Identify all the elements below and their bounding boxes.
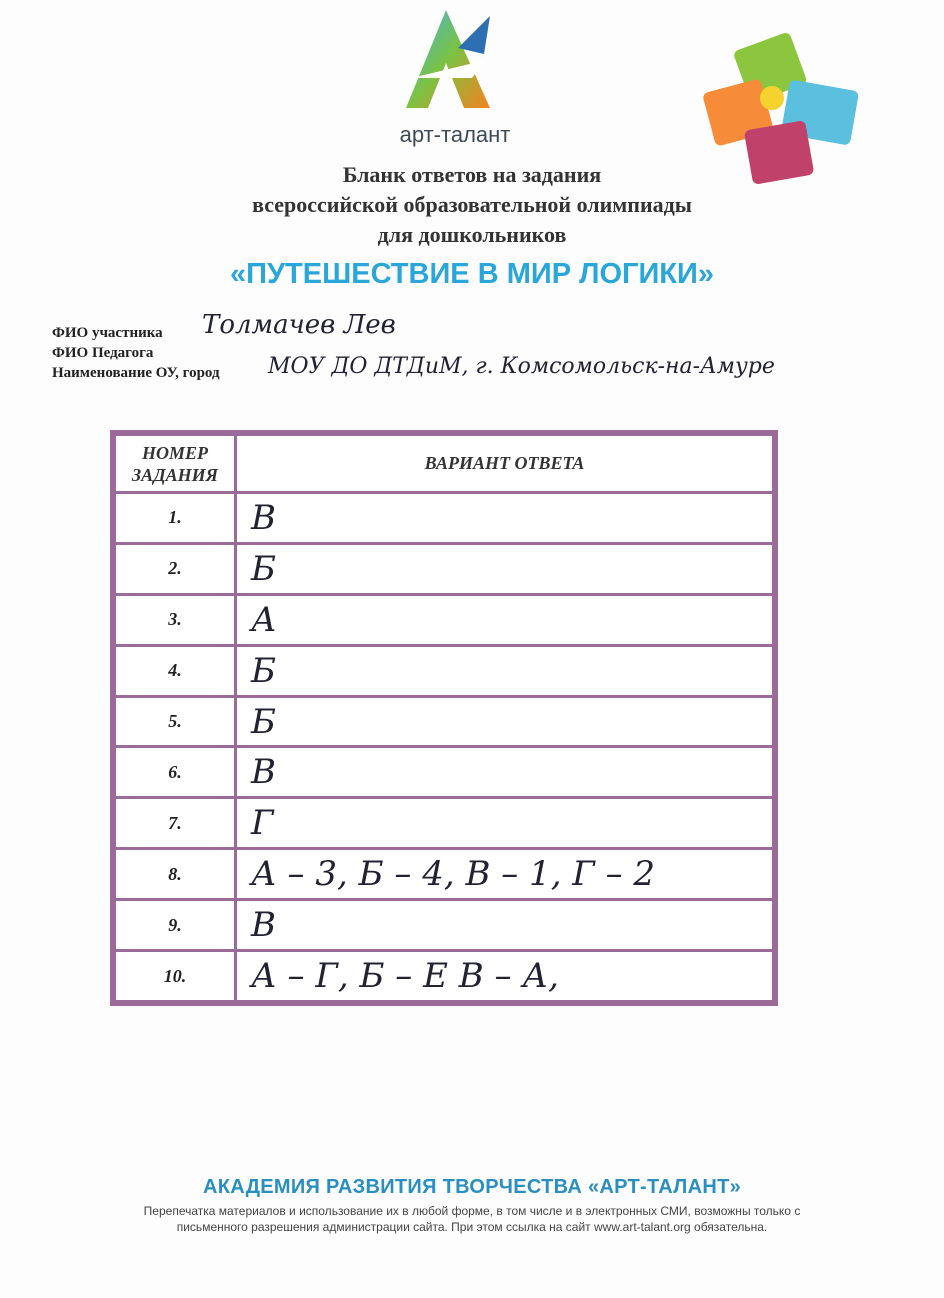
logo-text: арт-талант bbox=[399, 122, 511, 147]
teacher-label: ФИО Педагога bbox=[52, 345, 154, 361]
task-number: 9. bbox=[115, 900, 236, 951]
task-answer: В bbox=[236, 747, 774, 798]
column-header-answer: ВАРИАНТ ОТВЕТА bbox=[236, 435, 774, 493]
participant-field bbox=[52, 310, 912, 344]
task-number: 8. bbox=[115, 849, 236, 900]
task-number: 7. bbox=[115, 798, 236, 849]
footer-note-line-1: Перепечатка материалов и использование их в любой форме, в том числе и в электронных СМИ, возможны только с bbox=[143, 1204, 801, 1218]
task-answer: Б bbox=[236, 645, 774, 696]
task-answer: А – 3, Б – 4, В – 1, Г – 2 bbox=[236, 849, 774, 900]
title-line-3: для дошкольников bbox=[377, 222, 567, 247]
answers-table bbox=[110, 430, 778, 1006]
table-row bbox=[115, 594, 774, 645]
task-number: 1. bbox=[115, 493, 236, 544]
task-answer: Г bbox=[236, 798, 774, 849]
participant-label: ФИО участника bbox=[52, 325, 163, 341]
table-row bbox=[115, 900, 774, 951]
table-row bbox=[115, 747, 774, 798]
table-row bbox=[115, 798, 774, 849]
table-row bbox=[115, 951, 774, 1002]
title-line-1: Бланк ответов на задания bbox=[342, 162, 602, 187]
table-row bbox=[115, 849, 774, 900]
task-answer: В bbox=[236, 493, 774, 544]
school-field bbox=[52, 354, 912, 384]
school-value: МОУ ДО ДТДиМ, г. Комсомольск-на-Амуре bbox=[268, 354, 775, 379]
task-answer: В bbox=[236, 900, 774, 951]
participant-value: Толмачев Лев bbox=[202, 310, 396, 340]
olympiad-name: «ПУТЕШЕСТВИЕ В МИР ЛОГИКИ» bbox=[230, 258, 714, 290]
table-row bbox=[115, 645, 774, 696]
task-number: 5. bbox=[115, 696, 236, 747]
school-label: Наименование ОУ, город bbox=[52, 365, 220, 381]
task-number: 3. bbox=[115, 594, 236, 645]
task-answer: Б bbox=[236, 696, 774, 747]
task-number: 2. bbox=[115, 543, 236, 594]
table-row bbox=[115, 696, 774, 747]
footer-note-line-2: письменного разрешения администрации сайта. При этом ссылка на сайт www.art-talant.org обязательна. bbox=[176, 1220, 768, 1234]
task-answer: А bbox=[236, 594, 774, 645]
participant-fields bbox=[52, 310, 912, 384]
title-line-2: всероссийской образовательной олимпиады bbox=[252, 192, 692, 217]
task-answer: А – Г, Б – Е В – А, bbox=[236, 951, 774, 1002]
task-number: 4. bbox=[115, 645, 236, 696]
footer bbox=[0, 1176, 944, 1235]
task-answer: Б bbox=[236, 543, 774, 594]
column-header-number: НОМЕР ЗАДАНИЯ bbox=[115, 435, 236, 493]
table-row bbox=[115, 543, 774, 594]
art-talant-logo bbox=[398, 8, 498, 116]
task-number: 10. bbox=[115, 951, 236, 1002]
task-number: 6. bbox=[115, 747, 236, 798]
table-row bbox=[115, 493, 774, 544]
footer-title: АКАДЕМИЯ РАЗВИТИЯ ТВОРЧЕСТВА «АРТ-ТАЛАНТ» bbox=[202, 1176, 742, 1198]
title-block bbox=[0, 160, 944, 294]
